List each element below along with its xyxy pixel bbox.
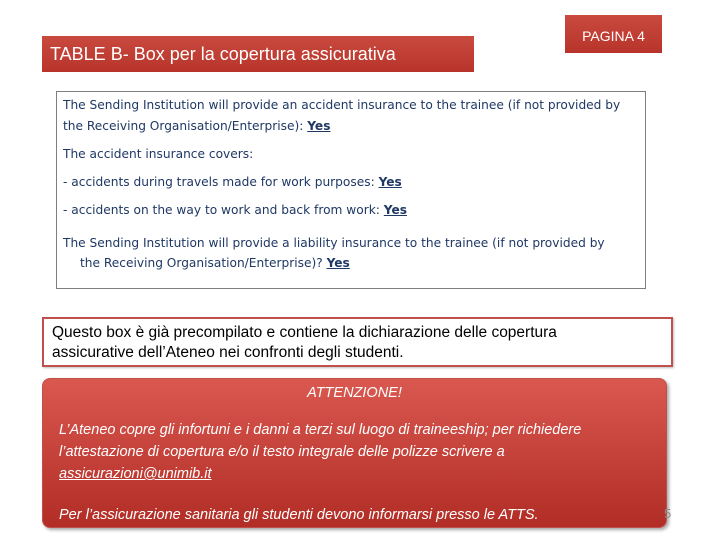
travel-accident-answer: Yes bbox=[378, 175, 402, 189]
info-box bbox=[42, 317, 673, 367]
slide-number: 5 bbox=[664, 506, 672, 521]
page-badge: PAGINA 4 bbox=[565, 15, 662, 53]
liability-insurance-answer: Yes bbox=[326, 256, 350, 270]
insurance-box bbox=[56, 91, 646, 289]
insurance-line-4 bbox=[63, 175, 402, 189]
attention-body-line-1: L’Ateneo copre gli infortuni e i danni a terzi sul luogo di traineeship; per richiedere bbox=[59, 422, 582, 438]
insurance-line-2-text: the Receiving Organisation/Enterprise): bbox=[63, 119, 304, 133]
attention-body-line-2: l’attestazione di copertura e/o il testo integrale delle polizze scrivere a bbox=[59, 444, 505, 460]
attention-body bbox=[59, 419, 659, 485]
attention-title: ATTENZIONE! bbox=[307, 385, 402, 401]
slide-title: TABLE B- Box per la copertura assicurativa bbox=[42, 36, 474, 72]
insurance-line-5 bbox=[63, 203, 407, 217]
insurance-line-7 bbox=[80, 256, 350, 270]
insurance-line-7-text: the Receiving Organisation/Enterprise)? bbox=[80, 256, 323, 270]
insurance-email-link[interactable]: assicurazioni@unimib.it bbox=[59, 466, 212, 482]
insurance-line-5-text: - accidents on the way to work and back from work: bbox=[63, 203, 380, 217]
insurance-line-1: The Sending Institution will provide an accident insurance to the trainee (if not provided by bbox=[63, 98, 621, 112]
insurance-line-4-text: - accidents during travels made for work purposes: bbox=[63, 175, 375, 189]
info-line-2: assicurative dell’Ateneo nei confronti degli studenti. bbox=[52, 344, 404, 361]
insurance-line-2 bbox=[63, 119, 330, 133]
accident-insurance-answer: Yes bbox=[307, 119, 331, 133]
commute-accident-answer: Yes bbox=[383, 203, 408, 217]
attention-footer: Per l’assicurazione sanitaria gli studenti devono informarsi presso le ATTS. bbox=[59, 507, 539, 523]
info-line-1: Questo box è già precompilato e contiene la dichiarazione delle copertura bbox=[52, 324, 557, 341]
insurance-line-3: The accident insurance covers: bbox=[63, 147, 254, 161]
attention-box bbox=[42, 378, 667, 528]
insurance-line-6: The Sending Institution will provide a liability insurance to the trainee (if not provided by bbox=[63, 236, 605, 250]
